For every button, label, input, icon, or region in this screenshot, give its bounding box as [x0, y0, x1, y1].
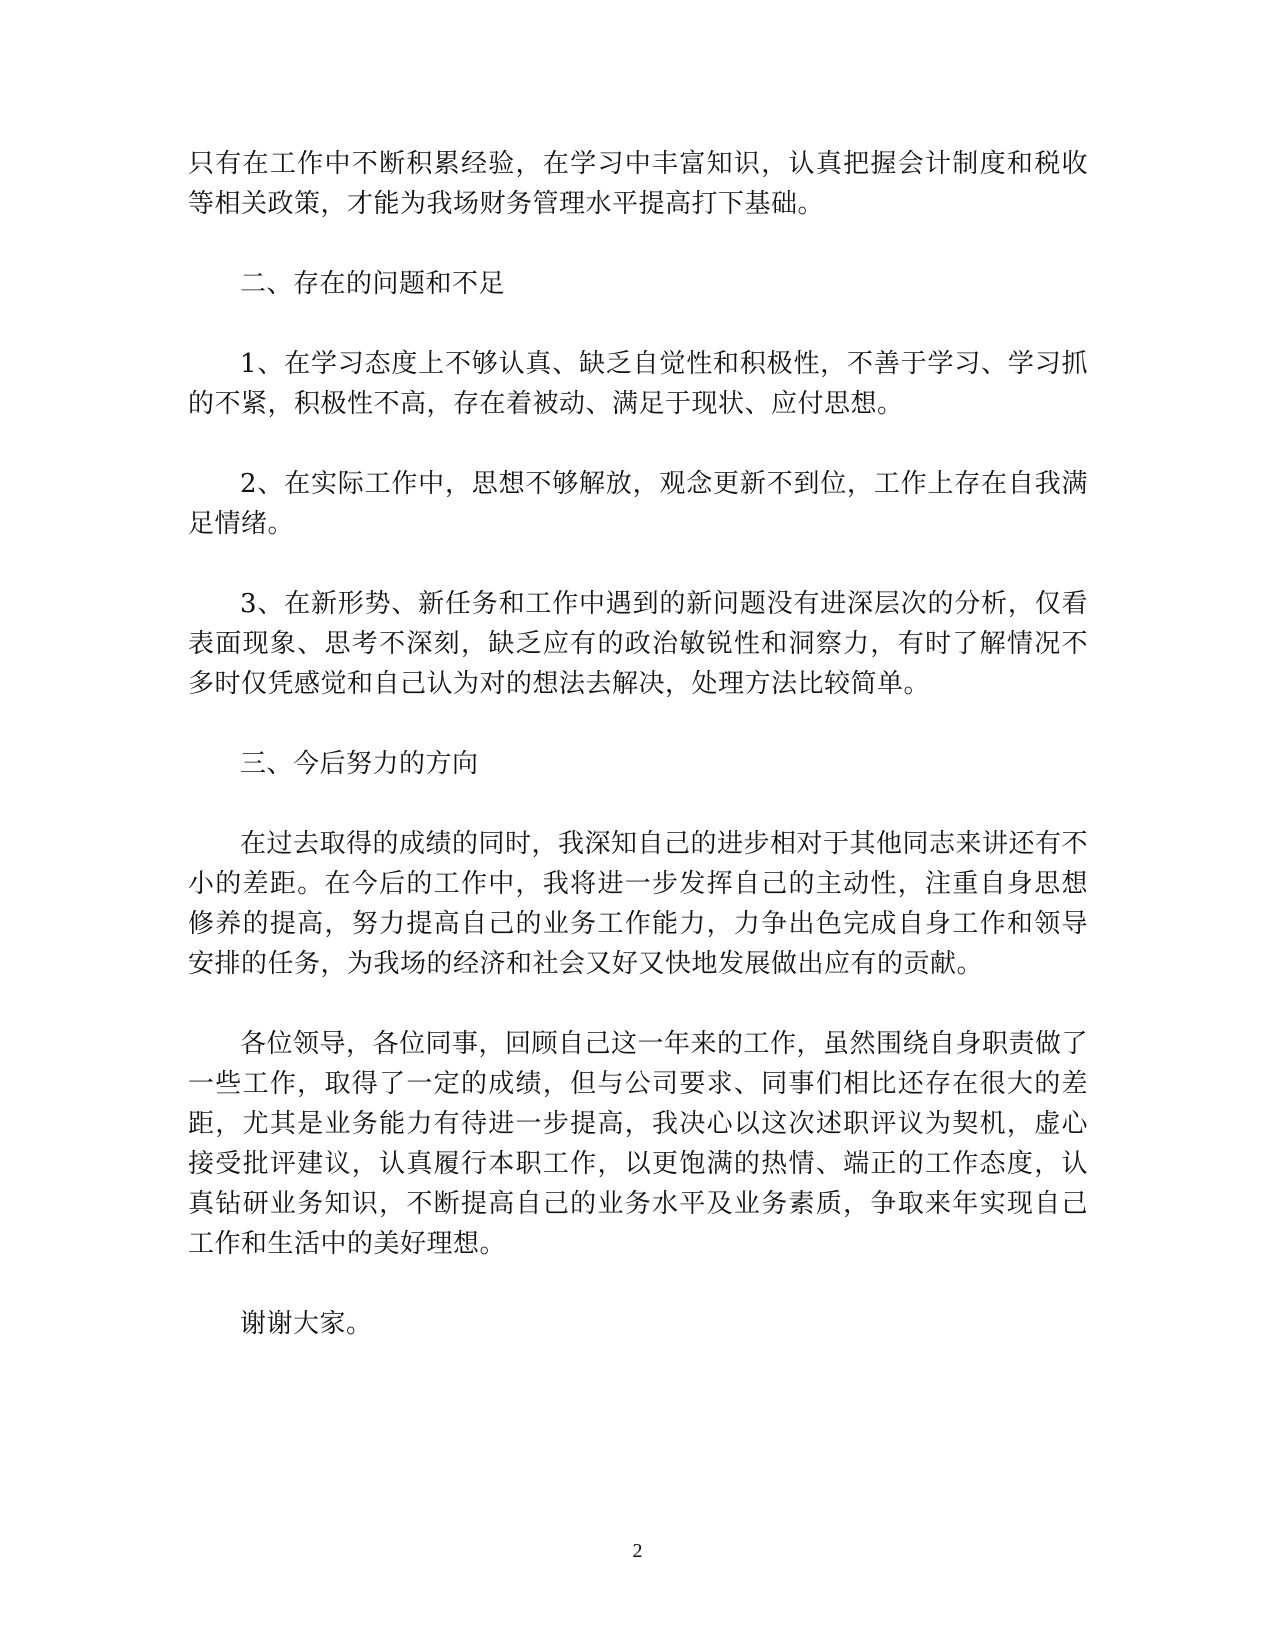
paragraph-problem-1: 1、在学习态度上不够认真、缺乏自觉性和积极性，不善于学习、学习抓的不紧，积极性不高，存在着被动、满足于现状、应付思想。	[188, 349, 1088, 419]
paragraph-closing: 各位领导，各位同事，回顾自己这一年来的工作，虽然围绕自身职责做了一些工作，取得了一定的成绩，但与公司要求、同事们相比还存在很大的差距，尤其是业务能力有待进一步提高，我决心以这次述职评议为契机，虚心接受批评建议，认真履行本职工作，以更饱满的热情、端正的工作态度，认真钻研业务知识，不断提高自己的业务水平及业务素质，争取来年实现自己工作和生活中的美好理想。	[188, 1029, 1089, 1259]
page-number: 2	[632, 1540, 643, 1562]
paragraph-problem-2: 2、在实际工作中，思想不够解放，观念更新不到位，工作上存在自我满足情绪。	[188, 469, 1088, 539]
paragraph-direction: 在过去取得的成绩的同时，我深知自己的进步相对于其他同志来讲还有不小的差距。在今后的工作中，我将进一步发挥自己的主动性，注重自身思想修养的提高，努力提高自己的业务工作能力，力争出色完成自身工作和领导安排的任务，为我场的经济和社会又好又快地发展做出应有的贡献。	[188, 829, 1089, 979]
section-heading-problems: 二、存在的问题和不足	[240, 269, 506, 299]
paragraph-continuation: 只有在工作中不断积累经验，在学习中丰富知识，认真把握会计制度和税收等相关政策，才能为我场财务管理水平提高打下基础。	[188, 149, 1088, 219]
document-body	[188, 144, 1088, 1384]
paragraph-thanks: 谢谢大家。	[240, 1309, 373, 1339]
paragraph-problem-3: 3、在新形势、新任务和工作中遇到的新问题没有进深层次的分析，仅看表面现象、思考不深刻，缺乏应有的政治敏锐性和洞察力，有时了解情况不多时仅凭感觉和自己认为对的想法去解决，处理方法比较简单。	[188, 589, 1088, 699]
section-heading-direction: 三、今后努力的方向	[240, 749, 479, 779]
